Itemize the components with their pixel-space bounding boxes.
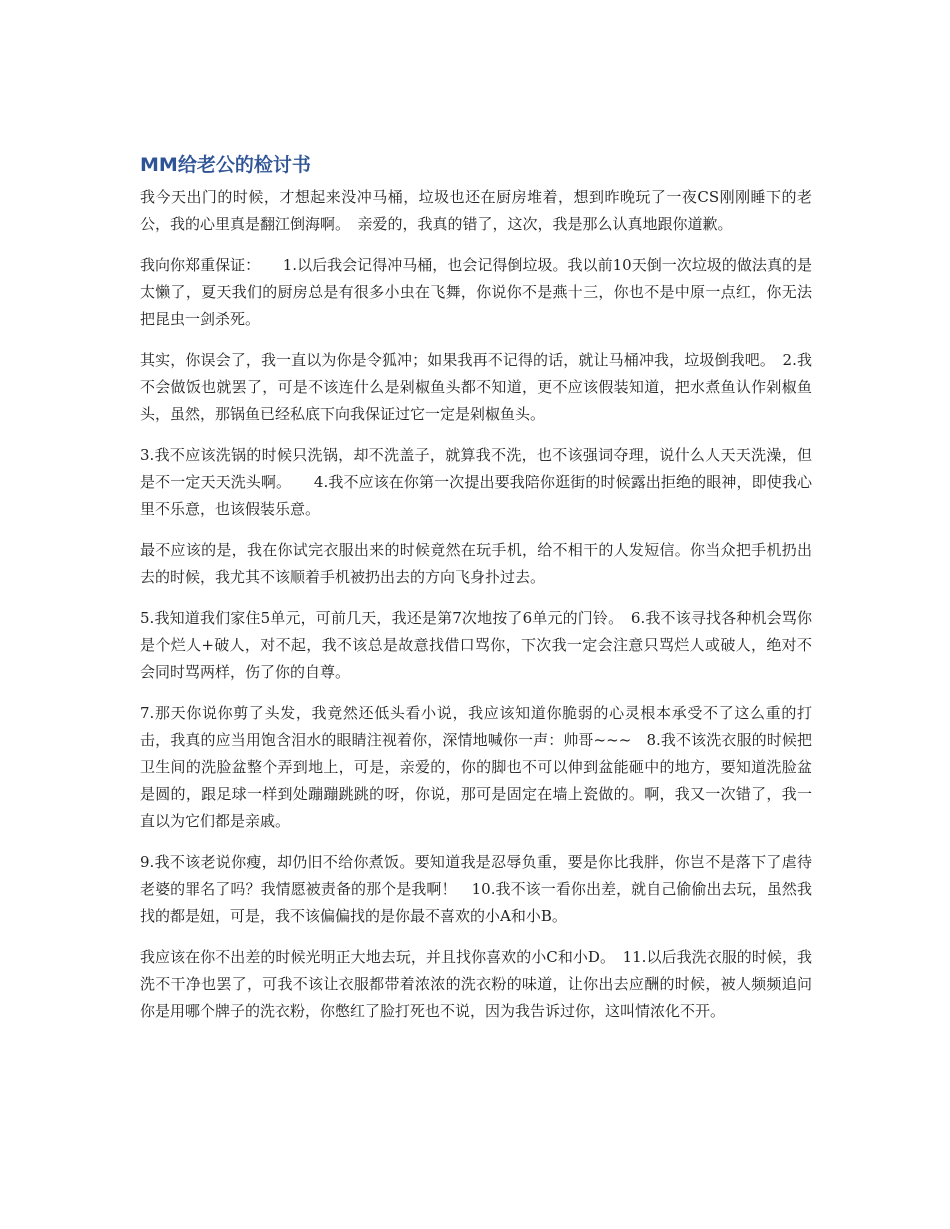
paragraph: 9.我不该老说你瘦，却仍旧不给你煮饭。要知道我是忍辱负重，要是你比我胖，你岂不是落下了虐待老婆的罪名了吗？我情愿被责备的那个是我啊！ 10.我不该一看你出差，就自己偷偷出去玩，虽然我找的都是妞，可是，我不该偏偏找的是你最不喜欢的小A和小B。: [140, 853, 812, 925]
paragraph: 我今天出门的时候，才想起来没冲马桶，垃圾也还在厨房堆着，想到昨晚玩了一夜CS刚刚睡下的老公，我的心里真是翻江倒海啊。 亲爱的，我真的错了，这次，我是那么认真地跟你道歉。: [140, 188, 812, 233]
paragraph: 我向你郑重保证： 1.以后我会记得冲马桶，也会记得倒垃圾。我以前10天倒一次垃圾的做法真的是太懒了，夏天我们的厨房总是有很多小虫在飞舞，你说你不是燕十三，你也不是中原一点红，你无法把昆虫一剑杀死。: [140, 256, 812, 328]
paragraph: 5.我知道我们家住5单元，可前几天，我还是第7次地按了6单元的门铃。 6.我不该寻找各种机会骂你是个烂人+破人，对不起，我不该总是故意找借口骂你，下次我一定会注意只骂烂人或破人，绝对不会同时骂两样，伤了你的自尊。: [140, 609, 812, 681]
paragraph: 7.那天你说你剪了头发，我竟然还低头看小说，我应该知道你脆弱的心灵根本承受不了这么重的打击，我真的应当用饱含泪水的眼睛注视着你，深情地喊你一声：帅哥~~~ 8.我不该洗衣服的时候把卫生间的洗脸盆整个弄到地上，可是，亲爱的，你的脚也不可以伸到盆能砸中的地方，要知道洗脸盆是圆的，跟足球一样到处蹦蹦跳跳的呀，你说，那可是固定在墙上瓷做的。啊，我又一次错了，我一直以为它们都是亲戚。: [140, 704, 812, 830]
paragraph: 我应该在你不出差的时候光明正大地去玩，并且找你喜欢的小C和小D。 11.以后我洗衣服的时候，我洗不干净也罢了，可我不该让衣服都带着浓浓的洗衣粉的味道，让你出去应酬的时候，被人频频追问你是用哪个牌子的洗衣粉，你憋红了脸打死也不说，因为我告诉过你，这叫情浓化不开。: [140, 948, 812, 1020]
paragraph: 3.我不应该洗锅的时候只洗锅，却不洗盖子，就算我不洗，也不该强词夺理，说什么人天天洗澡，但是不一定天天洗头啊。 4.我不应该在你第一次提出要我陪你逛街的时候露出拒绝的眼神，即使我心里不乐意，也该假装乐意。: [140, 446, 812, 518]
paragraph: 其实，你误会了，我一直以为你是令狐冲；如果我再不记得的话，就让马桶冲我，垃圾倒我吧。 2.我不会做饭也就罢了，可是不该连什么是剁椒鱼头都不知道，更不应该假装知道，把水煮鱼认作剁椒鱼头，虽然，那锅鱼已经私底下向我保证过它一定是剁椒鱼头。: [140, 351, 812, 423]
document-page: [140, 152, 812, 1039]
document-title: MM给老公的检讨书: [140, 154, 311, 176]
paragraph: 最不应该的是，我在你试完衣服出来的时候竟然在玩手机，给不相干的人发短信。你当众把手机扔出去的时候，我尤其不该顺着手机被扔出去的方向飞身扑过去。: [140, 541, 812, 586]
